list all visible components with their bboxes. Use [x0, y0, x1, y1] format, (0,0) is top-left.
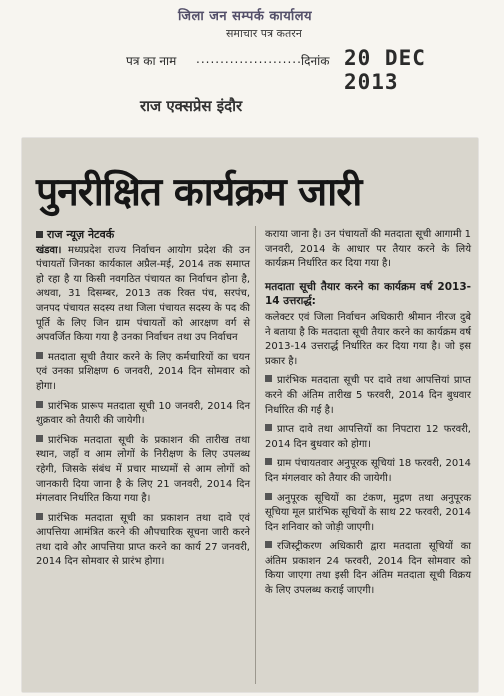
intro-paragraph: [36, 244, 250, 346]
newspaper-clipping: [22, 138, 478, 692]
list-item: प्राप्त दावे तथा आपत्तियों का निपटारा 12 फरवरी, 2014 दिन बुधवार को होगा।: [265, 424, 471, 450]
intro-text: मध्यप्रदेश राज्य निर्वाचन आयोग प्रदेश की उन पंचायतों जिनका कार्यकाल अप्रैल-मई, 2014 तक समाप्त हो रहा है या किसी नवगठित पंचायत का निर्वाचन होना है, अथवा, 31 दिसम्बर, 2013 तक रिक्त पंच, सरपंच, जनपद पंचायत सदस्य तथा जिला पंचायत सदस्य के पद की पूर्ति के लिए जिन ग्राम पंचायतों को आरक्षण वर्ग से अपवर्जित किया गया है उनका निर्वाचन तथा उप निर्वाचन: [36, 244, 250, 344]
clipping-subtitle: समाचार पत्र कतरन: [226, 27, 302, 40]
article-headline: पुनरीक्षित कार्यक्रम जारी: [36, 169, 362, 215]
bullet-square-icon: [265, 458, 272, 465]
right-column: [265, 228, 471, 599]
date-stamp: 20 DEC 2013: [344, 46, 426, 94]
column-divider: [255, 226, 256, 684]
right-intro-paragraph: कराया जाना है। उन पंचायतों की मतदाता सूची आगामी 1 जनवरी, 2014 के आधार पर तैयार करने के लिये कार्यक्रम निर्धारित कर दिया गया है।: [265, 229, 471, 270]
schedule-subheading: मतदाता सूची तैयार करने का कार्यक्रम वर्ष 2013-14 उत्तरार्द्ध:: [265, 280, 471, 308]
bullet-square-icon: [265, 375, 272, 382]
bullet-square-icon: [265, 493, 272, 500]
dateline: खंडवा।: [36, 244, 62, 256]
byline-bullet-icon: [36, 231, 43, 238]
list-item: प्रारंभिक मतदाता सूची पर दावे तथा आपत्तियां प्राप्त करने की अंतिम तारीख 5 फरवरी, 2014 दिन बुधवार निर्धारित की गई है।: [265, 375, 471, 416]
list-item: प्रारंभिक प्रारूप मतदाता सूची 10 जनवरी, 2014 दिन शुक्रवार को तैयारी की जायेगी।: [36, 400, 250, 427]
bullet-square-icon: [265, 541, 272, 548]
byline: [36, 228, 250, 243]
list-item: मतदाता सूची तैयार करने के लिए कर्मचारियों का चयन एवं उनका प्रशिक्षण 6 जनवरी, 2014 दिन सोमवार को होगा।: [36, 351, 250, 392]
list-item: अनुपूरक सूचियों का टंकण, मुद्रण तथा अनुपूरक सूचिया मूल प्रारंभिक सूचियों के साथ 22 फरवरी, 2014 दिन शनिवार को जोड़ी जाएगी।: [265, 492, 471, 533]
byline-text: राज न्यूज़ नेटवर्क: [47, 228, 115, 241]
bullet-square-icon: [36, 401, 43, 408]
collector-paragraph: कलेक्टर एवं जिला निर्वाचन अधिकारी श्रीमान नीरज दुबे ने बताया है कि मतदाता सूची तैयार करने का कार्यक्रम वर्ष 2013-14 उत्तरार्द्ध निर्धारित कर दिया गया है। जो इस प्रकार है।: [265, 311, 471, 367]
paper-name-blank: ......................: [196, 52, 302, 66]
paper-name-label: पत्र का नाम: [126, 54, 177, 68]
bullet-square-icon: [265, 424, 272, 431]
newspaper-source: राज एक्सप्रेस इंदौर: [140, 97, 243, 115]
left-column: [36, 228, 250, 570]
office-stamp-title: जिला जन सम्पर्क कार्यालय: [178, 9, 313, 24]
bullet-square-icon: [36, 352, 43, 359]
list-item: ग्राम पंचायतवार अनुपूरक सूचियां 18 फरवरी, 2014 दिन मंगलवार को तैयार की जायेगी।: [265, 458, 471, 484]
bullet-square-icon: [36, 435, 43, 442]
list-item: प्रारंभिक मतदाता सूची के प्रकाशन की तारीख तथा स्थान, जहाँ व आम लोगों के निरीक्षण के लिए उपलब्ध रहेगी, जिसके संबंध में प्रचार माध्यमों से आम लोगों को जानकारी दिया जाना है के लिए 21 जनवरी, 2014 दिन मंगलवार निर्धारित किया गया है।: [36, 434, 250, 505]
date-label: दिनांक: [301, 54, 330, 68]
list-item: प्रारंभिक मतदाता सूची का प्रकाशन तथा दावे एवं आपत्तिया आमंत्रित करने की औपचारिक सूचना जारी करने तथा दावे और आपत्तिया प्राप्त करने का कार्य 27 जनवरी, 2014 दिन सोमवार से प्रारंभ होगा।: [36, 512, 250, 568]
bullet-square-icon: [36, 513, 43, 520]
list-item: रजिस्ट्रीकरण अधिकारी द्वारा मतदाता सूचियों का अंतिम प्रकाशन 24 फरवरी, 2014 दिन सोमवार को किया जाएगा तथा इसी दिन अंतिम मतदाता सूची विक्रय के लिए उपलब्ध कराई जाएगी।: [265, 541, 471, 597]
